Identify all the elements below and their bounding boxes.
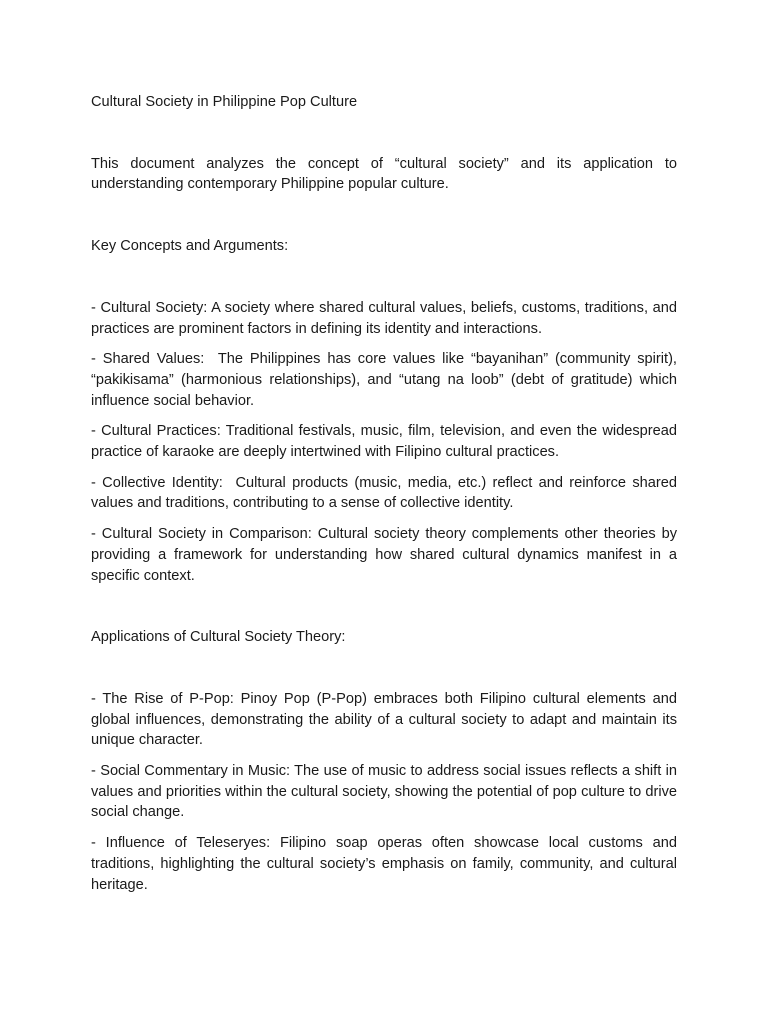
list-item: - Cultural Society in Comparison: Cultural society theory complements other theories by providing a framework for understanding how shared cultural dynamics manifest in a specific context. <box>91 526 682 584</box>
list-item: - Social Commentary in Music: The use of music to address social issues reflects a shift in values and priorities within the cultural society, showing the potential of pop culture to drive social change. <box>91 763 682 821</box>
list-item: - Cultural Practices: Traditional festivals, music, film, television, and even the widespread practice of karaoke are deeply intertwined with Filipino cultural practices. <box>91 423 682 461</box>
intro-paragraph: This document analyzes the concept of “cultural society” and its application to understanding contemporary Philippine popular culture. <box>91 155 677 193</box>
list-item: - Shared Values: The Philippines has core values like “bayanihan” (community spirit), “pakikisama” (harmonious relationships), and “utang na loob” (debt of gratitude) which influence social behavior. <box>91 351 682 409</box>
section-heading-applications: Applications of Cultural Society Theory: <box>91 629 346 646</box>
list-item: - Influence of Teleseryes: Filipino soap operas often showcase local customs and traditions, highlighting the cultural society’s emphasis on family, community, and cultural heritage. <box>91 835 682 893</box>
document-title: Cultural Society in Philippine Pop Culture <box>91 94 358 110</box>
list-item: - Collective Identity: Cultural products (music, media, etc.) reflect and reinforce shared values and traditions, contributing to a sense of collective identity. <box>91 474 682 512</box>
applications-list <box>91 689 682 895</box>
section-heading-key-concepts: Key Concepts and Arguments: <box>91 238 289 255</box>
list-item: - Cultural Society: A society where shared cultural values, beliefs, customs, traditions, and practices are prominent factors in defining its identity and interactions. <box>91 299 682 337</box>
document-page <box>91 92 682 895</box>
key-concepts-list <box>91 298 682 586</box>
list-item: - The Rise of P-Pop: Pinoy Pop (P-Pop) embraces both Filipino cultural elements and global influences, demonstrating the ability of a cultural society to adapt and maintain its unique character. <box>91 690 682 749</box>
